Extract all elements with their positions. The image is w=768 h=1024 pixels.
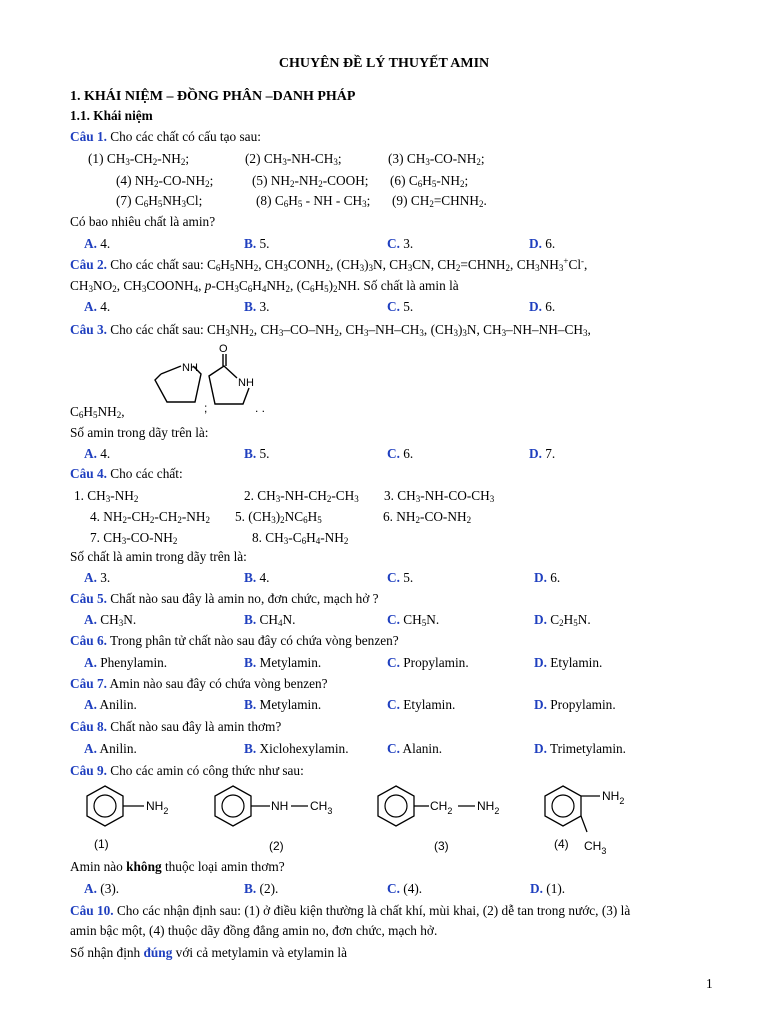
question-label: Câu 4.: [70, 466, 107, 481]
svg-text:NH2: $NH_2$: [146, 799, 169, 816]
svg-text:NH: NH: [271, 799, 289, 813]
question-stem: Cho các chất sau:: [106, 257, 204, 272]
q10-ask: Số nhận định đúng với cả metylamin và etylamin là: [70, 945, 348, 960]
answer-b[interactable]: B. 5.: [244, 236, 270, 251]
svg-text:CH3: $CH_3$: [584, 839, 607, 856]
answer-b[interactable]: B. $CH_4N$.: [244, 612, 296, 628]
question-7: [70, 676, 328, 692]
question-2: Câu 2. Cho các chất sau: $C_6H_5NH_2$, $CH_3CONH_2$, $(CH_3)_3N$, $CH_3CN$, $CH_2=CHNH_2$, $CH_3NH_3^+Cl^-$,: [70, 256, 588, 273]
svg-text:;: ;: [204, 401, 208, 415]
structure-4: [545, 786, 624, 856]
q4-item-2: 2. $CH_3-NH-CH_2-CH_3$: [244, 488, 359, 504]
answer-a[interactable]: A. 4.: [84, 446, 111, 461]
q1-item-2: (2) $CH_3-NH-CH_3$;: [245, 151, 342, 167]
answer-a[interactable]: A. $CH_3N$.: [84, 612, 137, 628]
ring2-nh-label: NH: [238, 377, 254, 389]
question-6: [70, 633, 399, 649]
q1-item-7: (7) $C_6H_5NH_3Cl$;: [116, 193, 203, 209]
question-10: [70, 903, 630, 919]
question-stem: Cho các chất:: [106, 466, 183, 481]
ring2-o-label: O: [219, 343, 228, 355]
answer-a[interactable]: A. (3).: [84, 881, 120, 896]
answer-a[interactable]: A. Anilin.: [84, 697, 137, 712]
question-label: Câu 7.: [70, 676, 107, 691]
q2-line-2: $CH_3NO_2$, $CH_3COONH_4$, $p-CH_3C_6H_4NH_2$, $(C_6H_5)_2NH$. Số chất là amin là: [70, 278, 459, 294]
structure-1: [87, 786, 168, 851]
answer-d[interactable]: D. Propylamin.: [534, 697, 616, 712]
q9-structures: [80, 780, 680, 860]
answer-c[interactable]: C. Etylamin.: [387, 697, 456, 712]
q4-item-8: 8. $CH_3-C_6H_4-NH_2$: [252, 530, 349, 546]
q1-item-5: (5) $NH_2-NH_2$-COOH;: [252, 173, 369, 189]
q1-item-3: (3) $CH_3-CO-NH_2$;: [388, 151, 485, 167]
answer-d[interactable]: D. 6.: [529, 299, 556, 314]
question-3: Câu 3. Cho các chất sau: $CH_3NH_2$, $CH_3-CO-NH_2$, $CH_3-NH-CH_3$, $(CH_3)_3N$, $CH_3-NH-NH-CH_3$,: [70, 322, 591, 338]
answer-c[interactable]: C. (4).: [387, 881, 423, 896]
question-label: Câu 3.: [70, 322, 107, 337]
page-number: 1: [706, 976, 713, 991]
caption-1: (1): [94, 837, 109, 851]
q4-item-6: 6. $NH_2-CO-NH_2$: [383, 509, 472, 525]
answer-d[interactable]: D. 7.: [529, 446, 556, 461]
question-label: Câu 8.: [70, 719, 107, 734]
structure-3: [378, 786, 499, 853]
question-label: Câu 10.: [70, 903, 114, 918]
question-stem: Trong phân tử chất nào sau đây có chứa vòng benzen?: [106, 633, 399, 648]
question-label: Câu 6.: [70, 633, 107, 648]
q9-ask: Amin nào không thuộc loại amin thơm?: [70, 859, 285, 874]
question-9: [70, 763, 304, 779]
q4-ask: Số chất là amin trong dãy trên là:: [70, 549, 247, 564]
question-stem: Cho các chất có cấu tạo sau:: [106, 129, 261, 144]
q1-item-9: (9) $CH_2=CHNH_2$.: [392, 193, 487, 209]
answer-d[interactable]: D. (1).: [530, 881, 566, 896]
answer-d[interactable]: D. 6.: [529, 236, 556, 251]
q10-line-2: amin bậc một, (4) thuộc dãy đồng đẳng amin no, đơn chức, mạch hở.: [70, 923, 438, 938]
answer-b[interactable]: B. 3.: [244, 299, 270, 314]
answer-d[interactable]: D. $C_2H_5N$.: [534, 612, 591, 628]
svg-text:NH2: $NH_2$: [602, 789, 625, 806]
q1-ask: Có bao nhiêu chất là amin?: [70, 214, 216, 229]
caption-4: (4): [554, 837, 569, 851]
q1-item-6: (6) $C_6H_5-NH_2$;: [390, 173, 469, 189]
caption-2: (2): [269, 839, 284, 853]
answer-a[interactable]: A. Phenylamin.: [84, 655, 168, 670]
q4-item-3: 3. $CH_3-NH-CO-CH_3$: [384, 488, 495, 504]
question-label: Câu 9.: [70, 763, 107, 778]
question-8: [70, 719, 281, 735]
q3-ask: Số amin trong dãy trên là:: [70, 425, 209, 440]
question-stem: Cho các nhận định sau: (1) ở điều kiện thường là chất khí, mùi khai, (2) dễ tan trong nước, (3) là: [113, 903, 631, 918]
answer-c[interactable]: C. 6.: [387, 446, 414, 461]
answer-c[interactable]: C. 5.: [387, 570, 414, 585]
question-label: Câu 5.: [70, 591, 107, 606]
svg-text:. .: . .: [255, 401, 266, 415]
answer-b[interactable]: B. (2).: [244, 881, 279, 896]
answer-d[interactable]: D. 6.: [534, 570, 561, 585]
answer-a[interactable]: A. 4.: [84, 236, 111, 251]
question-stem: Cho các chất sau:: [106, 322, 204, 337]
answer-b[interactable]: B. Xiclohexylamin.: [244, 741, 349, 756]
answer-b[interactable]: B. 5.: [244, 446, 270, 461]
q1-item-8: (8) $C_6H_5$ - NH - $CH_3$;: [256, 193, 371, 209]
answer-d[interactable]: D. Trimetylamin.: [534, 741, 627, 756]
question-stem: Amin nào sau đây có chứa vòng benzen?: [106, 676, 328, 691]
answer-b[interactable]: B. Metylamin.: [244, 655, 322, 670]
ring1-nh-label: NH: [182, 362, 198, 374]
answer-a[interactable]: A. Anilin.: [84, 741, 137, 756]
svg-text:CH2: $CH_2$: [430, 799, 453, 816]
question-stem: Chất nào sau đây là amin thơm?: [106, 719, 282, 734]
answer-c[interactable]: C. 5.: [387, 299, 414, 314]
svg-text:CH3: $CH_3$: [310, 799, 333, 816]
answer-a[interactable]: A. 3.: [84, 570, 111, 585]
question-label: Câu 1.: [70, 129, 107, 144]
svg-text:NH2: $NH_2$: [477, 799, 500, 816]
q1-item-4: (4) $NH_2-CO-NH_2$;: [116, 173, 214, 189]
subsection-heading: 1.1. Khái niệm: [70, 108, 153, 123]
question-label: Câu 2.: [70, 257, 107, 272]
q4-item-1: 1. $CH_3-NH_2$: [74, 488, 139, 504]
question-stem: Cho các amin có công thức như sau:: [106, 763, 304, 778]
answer-b[interactable]: B. 4.: [244, 570, 270, 585]
question-5: [70, 591, 379, 607]
q4-item-5: 5. $(CH_3)_2NC_6H_5$: [235, 509, 322, 525]
structure-2: [215, 786, 332, 853]
q4-item-7: 7. $CH_3-CO-NH_2$: [90, 530, 178, 546]
page-title: CHUYÊN ĐỀ LÝ THUYẾT AMIN: [278, 56, 490, 71]
q3-first-item: $C_6H_5NH_2$,: [70, 404, 125, 420]
answer-c[interactable]: C. Propylamin.: [387, 655, 469, 670]
answer-c[interactable]: C. 3.: [387, 236, 414, 251]
section-heading: 1. KHÁI NIỆM – ĐỒNG PHÂN –DANH PHÁP: [70, 89, 356, 104]
answer-c[interactable]: C. $CH_5N$.: [387, 612, 440, 628]
q3-ring-structures: [145, 340, 275, 418]
answer-c[interactable]: C. Alanin.: [387, 741, 443, 756]
answer-a[interactable]: A. 4.: [84, 299, 111, 314]
question-4: [70, 466, 183, 482]
question-stem: Chất nào sau đây là amin no, đơn chức, mạch hở ?: [106, 591, 379, 606]
caption-3: (3): [434, 839, 449, 853]
answer-d[interactable]: D. Etylamin.: [534, 655, 603, 670]
answer-b[interactable]: B. Metylamin.: [244, 697, 322, 712]
q1-item-1: (1) $CH_3-CH_2-NH_2$;: [88, 151, 190, 167]
q4-item-4: 4. $NH_2-CH_2-CH_2-NH_2$: [90, 509, 210, 525]
question-1: [70, 129, 261, 145]
